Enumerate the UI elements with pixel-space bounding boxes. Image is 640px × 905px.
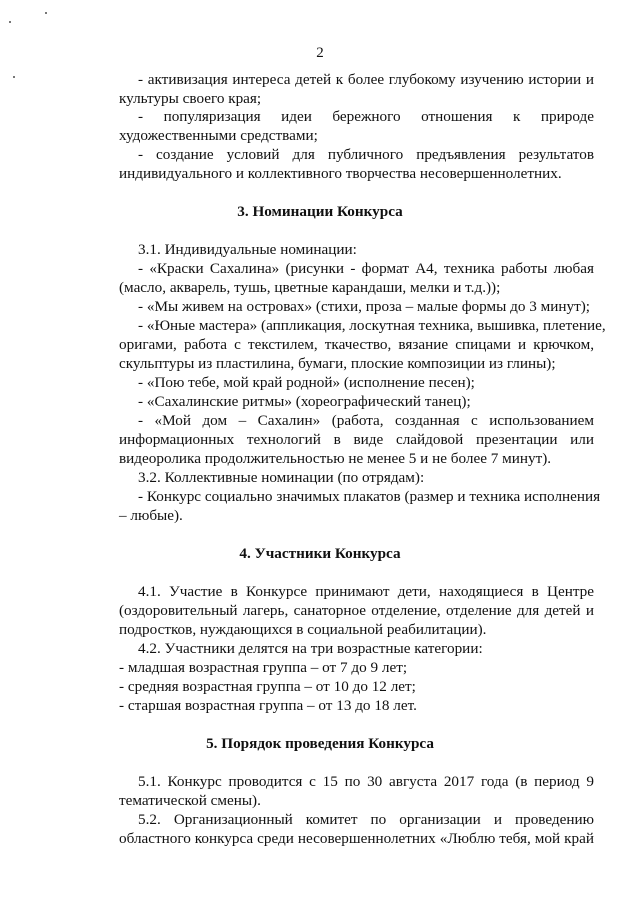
text-line: - «Пою тебе, мой край родной» (исполнение песен); [138,374,475,391]
text-line: - Конкурс социально значимых плакатов (размер и техника исполнения [138,488,601,505]
text-line: 4.1. Участие в Конкурсе принимают дети, находящиеся в Центре [138,583,594,600]
text-line: - популяризация идеи бережного отношения к природе [138,108,594,125]
text-line: - «Мой дом – Сахалин» (работа, созданная с использованием [138,412,594,429]
text-line: - активизация интереса детей к более глубокому изучению истории и [138,71,594,88]
text-line: (оздоровительный лагерь, санаторное отделение, отделение для детей и [119,602,594,619]
text-line: видеоролика продолжительностью не менее 5 и не более 7 минут). [119,450,552,467]
text-line: художественными средствами; [119,127,318,144]
page-number: 2 [316,45,324,61]
text-line: подростков, нуждающихся в социальной реабилитации). [119,621,487,638]
text-line: 3.1. Индивидуальные номинации: [138,241,357,258]
scan-artifact [9,21,11,23]
text-line: оригами, работа с текстилем, ткачество, вязание спицами и крючком, [119,336,594,353]
text-line: культуры своего края; [119,90,262,107]
text-line: 5.1. Конкурс проводится с 15 по 30 августа 2017 года (в период 9 [138,773,594,790]
text-line: скульптуры из пластилина, бумаги, плоские композиции из глины); [119,355,556,372]
text-line: - средняя возрастная группа – от 10 до 12 лет; [119,678,416,695]
text-line: - старшая возрастная группа – от 13 до 18 лет. [119,697,417,714]
text-line: тематической смены). [119,792,261,809]
text-line: областного конкурса среди несовершеннолетних «Люблю тебя, мой край [119,830,594,847]
text-line: - создание условий для публичного предъявления результатов [138,146,594,163]
text-line: 4.2. Участники делятся на три возрастные категории: [138,640,483,657]
text-line: - младшая возрастная группа – от 7 до 9 лет; [119,659,408,676]
text-line: (масло, акварель, тушь, цветные карандаши, мелки и т.д.)); [119,279,501,296]
text-line: - «Сахалинские ритмы» (хореографический танец); [138,393,471,410]
text-line: 3.2. Коллективные номинации (по отрядам): [138,469,425,486]
text-line: – любые). [119,507,183,524]
text-line: - «Юные мастера» (аппликация, лоскутная техника, вышивка, плетение, [138,317,606,334]
section-heading: 4. Участники Конкурса [239,545,401,562]
scan-artifact [45,12,47,14]
text-line: 5.2. Организационный комитет по организации и проведению [138,811,594,828]
text-line: - «Мы живем на островах» (стихи, проза – малые формы до 3 минут); [138,298,591,315]
scan-artifact [13,76,15,78]
text-line: - «Краски Сахалина» (рисунки - формат А4, техника работы любая [138,260,594,277]
section-heading: 3. Номинации Конкурса [237,203,403,220]
text-line: информационных технологий в виде слайдовой презентации или [119,431,594,448]
section-heading: 5. Порядок проведения Конкурса [206,735,434,752]
text-line: индивидуального и коллективного творчества несовершеннолетних. [119,165,562,182]
